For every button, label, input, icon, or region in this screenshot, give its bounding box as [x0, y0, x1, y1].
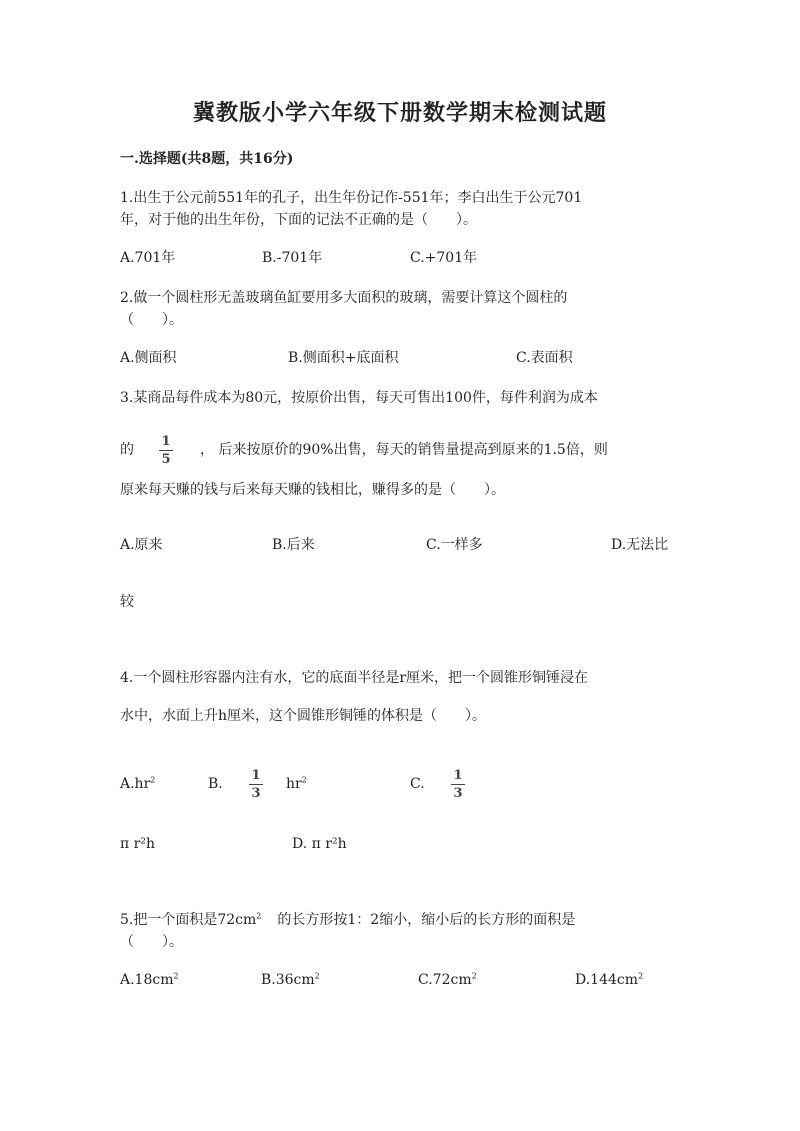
- q2-line2: （ ）。: [120, 312, 183, 328]
- superscript: 2: [150, 775, 156, 785]
- q5-option-b-text: B.36cm: [261, 972, 315, 988]
- superscript: 2: [256, 911, 262, 921]
- q1-option-a[interactable]: A.701年: [120, 250, 176, 266]
- q3-option-d-continued: 较: [120, 594, 134, 610]
- q4-option-c-label[interactable]: C.: [410, 776, 425, 792]
- q3-line2-suffix: ， 后来按原价的90%出售，每天的销售量提高到原来的1.5倍，则: [200, 442, 608, 458]
- q3-fraction-denominator: 5: [161, 452, 171, 467]
- q3-fraction: [159, 434, 173, 467]
- q1-line2: 年，对于他的出生年份，下面的记法不正确的是（ ）。: [120, 212, 477, 228]
- q5-option-a-text: A.18cm: [120, 972, 174, 988]
- q4-option-a-text: A.hr: [120, 776, 151, 792]
- q5-option-c-text: C.72cm: [418, 972, 472, 988]
- q4-option-c-tail: π r²h: [120, 836, 155, 852]
- superscript: 2: [314, 971, 320, 981]
- q5-option-c[interactable]: [418, 970, 477, 990]
- q3-option-c[interactable]: C.一样多: [426, 537, 483, 553]
- superscript: 2: [638, 971, 644, 981]
- q4-line2: 水中，水面上升h厘米，这个圆锥形铜锤的体积是（ ）。: [120, 708, 487, 724]
- q4-option-c-fraction: [451, 768, 465, 801]
- q5-option-d[interactable]: [575, 970, 643, 990]
- q1-line1: 1.出生于公元前551年的孔子，出生年份记作-551年；李白出生于公元701: [120, 190, 583, 206]
- q4-option-d[interactable]: D. π r²h: [292, 836, 347, 852]
- q5-option-a[interactable]: [120, 970, 179, 990]
- q1-option-c[interactable]: C.+701年: [410, 250, 478, 266]
- q4-option-a[interactable]: [120, 774, 155, 794]
- q3-line3: 原来每天赚的钱与后来每天赚的钱相比，赚得多的是（ ）。: [120, 482, 505, 498]
- q5-option-d-text: D.144cm: [575, 972, 639, 988]
- q4-line1: 4.一个圆柱形容器内注有水，它的底面半径是r厘米，把一个圆锥形铜锤浸在: [120, 670, 589, 686]
- superscript: 2: [301, 775, 307, 785]
- page-title: 冀教版小学六年级下册数学期末检测试题: [192, 100, 607, 126]
- q2-option-a[interactable]: A.侧面积: [120, 350, 177, 366]
- fraction-bar: [159, 450, 173, 451]
- q3-option-a[interactable]: A.原来: [120, 537, 163, 553]
- superscript: 2: [471, 971, 477, 981]
- q4-option-b-label[interactable]: B.: [208, 776, 223, 792]
- q3-option-b[interactable]: B.后来: [272, 537, 315, 553]
- q5-line1-prefix: 5.把一个面积是72cm: [120, 912, 257, 928]
- q4-option-b-tail-text: hr: [286, 776, 302, 792]
- q1-option-b[interactable]: B.-701年: [262, 250, 323, 266]
- q3-line2-prefix: 的: [120, 442, 134, 458]
- q5-line2: （ ）。: [120, 934, 183, 950]
- fraction-bar: [451, 784, 465, 785]
- q4-option-b-tail: [286, 774, 307, 794]
- fraction-numerator: 1: [251, 768, 261, 783]
- q2-option-b[interactable]: B.侧面积+底面积: [288, 350, 399, 366]
- fraction-denominator: 3: [251, 786, 261, 801]
- superscript: 2: [173, 971, 179, 981]
- q5-option-b[interactable]: [261, 970, 320, 990]
- q5-line1: [120, 910, 575, 930]
- q3-line1: 3.某商品每件成本为80元，按原价出售，每天可售出100件，每件利润为成本: [120, 390, 598, 406]
- fraction-bar: [249, 784, 263, 785]
- q3-option-d[interactable]: D.无法比: [611, 537, 669, 553]
- q4-option-b-fraction: [249, 768, 263, 801]
- section-heading: 一.选择题(共8题，共16分): [120, 151, 294, 167]
- fraction-denominator: 3: [453, 786, 463, 801]
- q5-line1-suffix: 的长方形按1：2缩小，缩小后的长方形的面积是: [277, 912, 576, 928]
- q3-fraction-numerator: 1: [161, 434, 171, 449]
- q2-option-c[interactable]: C.表面积: [516, 350, 573, 366]
- q2-line1: 2.做一个圆柱形无盖玻璃鱼缸要用多大面积的玻璃，需要计算这个圆柱的: [120, 290, 568, 306]
- fraction-numerator: 1: [453, 768, 463, 783]
